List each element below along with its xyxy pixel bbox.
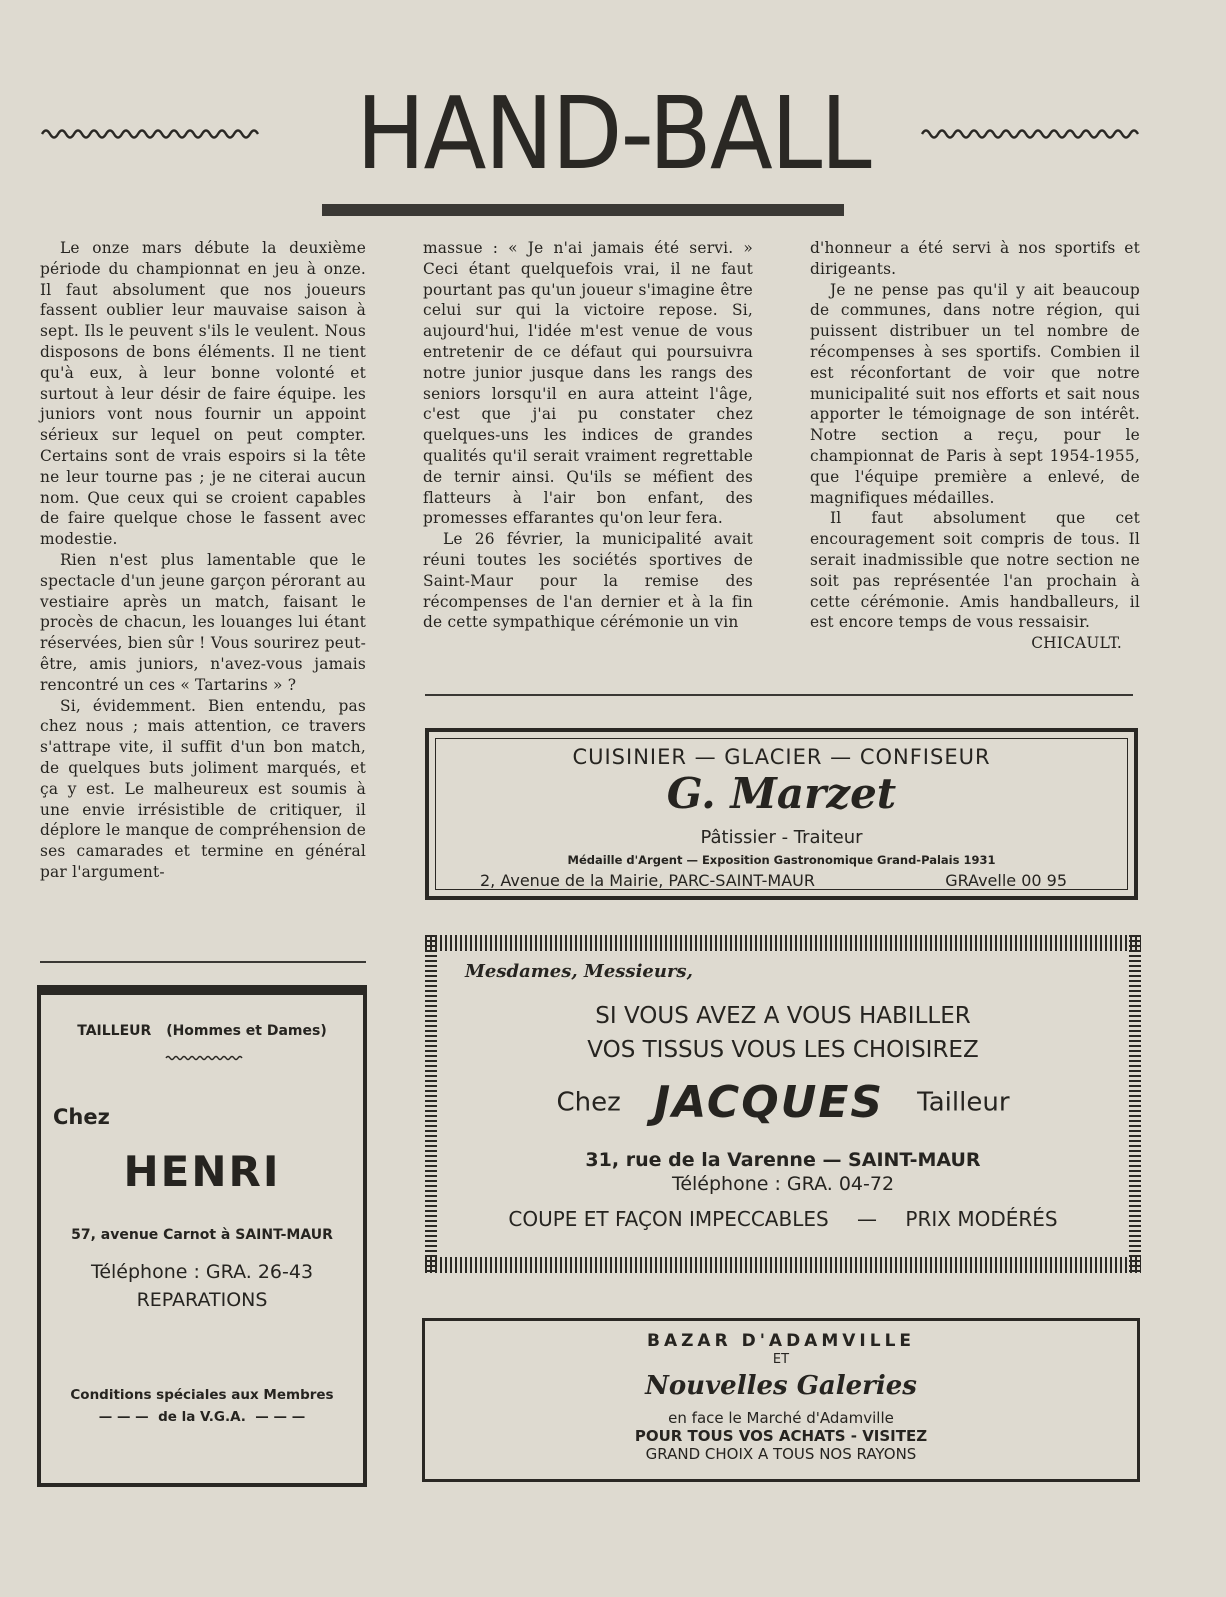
ad-bazar-call: POUR TOUS VOS ACHATS - VISITEZ [634,1427,928,1445]
hatched-border-bottom [425,1257,1141,1273]
ad-marzet-phone: GRAvelle 00 95 [945,871,1067,890]
paragraph: Le onze mars débute la deuxième période du championnat en jeu à onze. Il faut absolument que nos joueurs fassent oublier leur mauvaise saison à sept. Ils le peuvent s'ils le veulent. Nous disposons de bons éléments. Il ne tient qu'à eux, à leur bonne volonté et surtout à leur désir de faire équipe. les juniors vont nous fournir un appoint sérieux sur lequel on peut compter. Certains sont de vrais espoirs si la tête ne leur tourne pas ; je ne citerai aucun nom. Que ceux qui se croient capables de faire quelque chose le fassent avec modestie. [40,239,366,549]
article-column-1 [40,238,366,883]
ad-marzet-name: G. Marzet [666,769,897,818]
paragraph: Si, évidemment. Bien entendu, pas chez nous ; mais attention, ce travers s'attrape vite, il suffit d'un bon match, de quelques buts joliment marqués, et ça y est. Le malheureux est soumis à une envie irrésistible de critiquer, il déplore le manque de compréhension de ses camarades et termine en général par l'argument- [40,696,366,881]
ad-jacques-chez: Chez [556,1087,621,1118]
separator-rule [40,961,366,963]
ad-jacques-name: JACQUES [653,1077,885,1128]
article-column-2 [423,238,753,633]
author-signature: CHICAULT. [1031,634,1122,653]
ad-bazar-location: en face le Marché d'Adamville [668,1409,894,1427]
paragraph: d'honneur a été servi à nos sportifs et dirigeants. [810,239,1140,278]
ad-bazar-name: BAZAR D'ADAMVILLE [646,1331,916,1351]
ad-jacques-line2: VOS TISSUS VOUS LES CHOISIREZ [587,1037,979,1063]
wavy-ornament-right [920,126,1142,140]
ad-henri-conditions: Conditions spéciales aux Membres [70,1387,334,1403]
ad-jacques-trade: Tailleur [917,1087,1010,1118]
ad-bazar-store: Nouvelles Galeries [645,1371,917,1401]
ad-bazar [422,1318,1140,1482]
ad-jacques [425,935,1141,1273]
ad-marzet-trades: CUISINIER — GLACIER — CONFISEUR [572,745,991,769]
ad-henri-trade: TAILLEUR [77,1023,152,1039]
title-underline-bar [322,204,844,216]
ad-henri-address: 57, avenue Carnot à SAINT-MAUR [71,1227,333,1243]
ad-jacques-slogan-right: PRIX MODÉRÉS [905,1207,1058,1231]
ad-jacques-phone: Téléphone : GRA. 04-72 [671,1173,895,1195]
ad-henri-club: — — — de la V.G.A. — — — [98,1409,306,1425]
article-column-3 [810,238,1140,654]
ad-jacques-line1: SI VOUS AVEZ A VOUS HABILLER [595,1003,971,1029]
paragraph: Le 26 février, la municipalité avait réuni toutes les sociétés sportives de Saint-Maur pour la remise des récompenses de l'an dernier et à la fin de cette sympathique cérémonie un vin [423,530,753,632]
hatched-border-top [425,935,1141,951]
ad-henri-name: HENRI [123,1147,281,1196]
paragraph: Rien n'est plus lamentable que le spectacle d'un jeune garçon pérorant au vestiaire après un match, faisant le procès de chacun, les louanges lui étant réservées, bien sûr ! Vous sourirez peut-être, amis juniors, n'avez-vous jamais rencontré un ces « Tartarins » ? [40,550,366,694]
ad-henri-service: REPARATIONS [136,1289,268,1311]
paragraph: massue : « Je n'ai jamais été servi. » Ceci étant quelquefois vrai, il ne faut pourtant pas qu'un joueur s'imagine être celui sur qui la victoire repose. Si, aujourd'hui, l'idée m'est venue de vous entretenir de ce défaut qui poursuivra notre junior jusque dans les rangs des seniors lorsqu'il en aura atteint l'âge, c'est que j'ai pu constater chez quelques-uns les indices de grandes qualités qu'il serait vraiment regrettable de ternir ainsi. Qu'ils se méfient des flatteurs à l'air bon enfant, des promesses effarantes qu'on leur fera. [423,239,753,528]
article-title: HAND-BALL [356,75,870,192]
ad-henri-phone: Téléphone : GRA. 26-43 [90,1261,314,1283]
wavy-ornament [165,1053,243,1061]
separator-rule [425,694,1133,696]
ad-bazar-choice: GRAND CHOIX A TOUS NOS RAYONS [645,1445,917,1463]
paragraph: Il faut absolument que cet encouragement soit compris de tous. Il serait inadmissible que notre section ne soit pas représentée l'an prochain à cette cérémonie. Amis handballeurs, il est encore temps de vous ressaisir. [810,509,1140,632]
ad-marzet-address: 2, Avenue de la Mairie, PARC-SAINT-MAUR [480,871,815,890]
ad-jacques-address: 31, rue de la Varenne — SAINT-MAUR [585,1149,981,1171]
paragraph: Je ne pense pas qu'il y ait beaucoup de communes, dans notre région, qui puissent distribuer un tel nombre de récompenses à ses sportifs. Combien il est réconfortant de voir que notre municipalité suit nos efforts et sait nous apporter le témoignage de son intérêt. Notre section a reçu, pour le championnat de Paris à sept 1954-1955, que l'équipe première a enlevé, de magnifiques médailles. [810,280,1140,507]
ad-bazar-et: ET [772,1352,790,1367]
ad-marzet-award: Médaille d'Argent — Exposition Gastronomique Grand-Palais 1931 [567,853,996,867]
ad-jacques-slogan-left: COUPE ET FAÇON IMPECCABLES [508,1207,829,1231]
ad-henri-trade-detail: (Hommes et Dames) [166,1023,327,1039]
ad-henri [37,985,367,1487]
ad-jacques-greeting: Mesdames, Messieurs, [465,961,693,982]
ad-jacques-slogan-separator: — [857,1207,878,1231]
ad-henri-chez: Chez [53,1105,110,1129]
ad-marzet [425,728,1138,900]
ad-marzet-subtitle: Pâtissier - Traiteur [700,827,863,848]
